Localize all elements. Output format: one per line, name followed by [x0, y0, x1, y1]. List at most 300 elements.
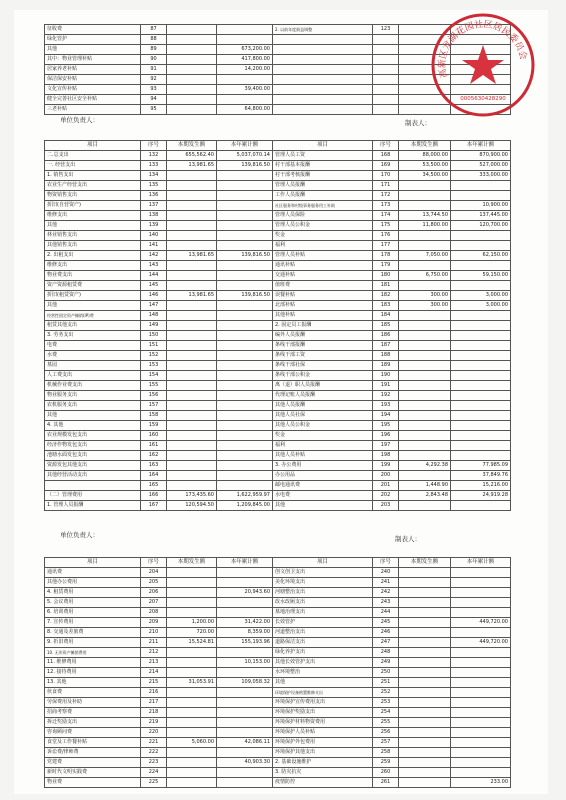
- table-cell: [167, 301, 217, 311]
- footer-left-mid: 单位负责人：: [60, 531, 99, 539]
- table-cell: 190: [373, 371, 399, 381]
- table-cell: [373, 45, 399, 55]
- table-cell: 11. 维修费用: [45, 658, 141, 668]
- table-cell: 139,816.50: [217, 251, 273, 261]
- table-cell: 其他人员报酬: [273, 401, 373, 411]
- table-row: [45, 608, 511, 618]
- table-row: [45, 768, 511, 778]
- table-cell: 经济作物发包支出: [45, 441, 141, 451]
- table-cell: [399, 758, 451, 768]
- table-cell: 137: [141, 201, 167, 211]
- table-header-row: [45, 141, 511, 151]
- table-row: [45, 728, 511, 738]
- table-row: [45, 411, 511, 421]
- table-cell: 北部补贴: [273, 301, 373, 311]
- table-cell: [217, 25, 273, 35]
- seal-code: 0005630428290: [460, 96, 506, 102]
- table-cell: 123: [373, 25, 399, 35]
- table-cell: 资源发包其他支出: [45, 461, 141, 471]
- table-cell: 其他: [45, 45, 141, 55]
- table-row: [45, 241, 511, 251]
- table-cell: 15,524.81: [167, 638, 217, 648]
- table-row: [45, 628, 511, 638]
- table-cell: 7. 宣传费用: [45, 618, 141, 628]
- table-cell: 132: [141, 151, 167, 161]
- table-cell: [167, 568, 217, 578]
- table-cell: [451, 361, 511, 371]
- table-cell: [399, 441, 451, 451]
- table-cell: [217, 231, 273, 241]
- table-cell: 13,981.65: [167, 161, 217, 171]
- table-cell: 300.00: [399, 301, 451, 311]
- table-cell: 720.00: [167, 628, 217, 638]
- table-cell: [399, 471, 451, 481]
- table-cell: [217, 608, 273, 618]
- table-cell: [45, 481, 141, 491]
- table-cell: 11,800.00: [399, 221, 451, 231]
- table-cell: [217, 461, 273, 471]
- table-cell: 资产资源租赁费: [45, 281, 141, 291]
- table-cell: 173,435.60: [167, 491, 217, 501]
- table-cell: 5. 会议费用: [45, 598, 141, 608]
- table-row: [45, 421, 511, 431]
- table-cell: 204: [141, 568, 167, 578]
- table-cell: 152: [141, 351, 167, 361]
- table-cell: 92: [141, 75, 167, 85]
- table-cell: 31,422.00: [217, 618, 273, 628]
- table-cell: 美化环境支出: [273, 578, 373, 588]
- table-cell: 其他经营活动支出: [45, 471, 141, 481]
- table-cell: [373, 35, 399, 45]
- table-row: [45, 291, 511, 301]
- table-cell: 77,985.09: [451, 461, 511, 471]
- table-cell: [217, 211, 273, 221]
- table-cell: [399, 341, 451, 351]
- table-cell: [217, 95, 273, 105]
- table-cell: [399, 638, 451, 648]
- table-cell: [217, 391, 273, 401]
- table-row: [45, 718, 511, 728]
- table-cell: [217, 451, 273, 461]
- table-cell: 160: [141, 431, 167, 441]
- table-cell: [451, 568, 511, 578]
- table-cell: [451, 768, 511, 778]
- table-cell: [451, 181, 511, 191]
- table-cell: 2. 固定员工报酬: [273, 321, 373, 331]
- table-cell: 59,150.00: [451, 271, 511, 281]
- table-cell: 本期发生额: [399, 141, 451, 151]
- table-cell: [399, 708, 451, 718]
- table-cell: 5,037,070.14: [217, 151, 273, 161]
- table-cell: 农业规模发包支出: [45, 431, 141, 441]
- table-cell: [399, 628, 451, 638]
- table-header-row: [45, 558, 511, 568]
- table-cell: 210: [141, 628, 167, 638]
- table-cell: 环境保护材料物资费用: [273, 718, 373, 728]
- table-cell: 135: [141, 181, 167, 191]
- table-cell: 人工费支出: [45, 371, 141, 381]
- table-row: [45, 688, 511, 698]
- table-cell: [167, 371, 217, 381]
- table-cell: [167, 768, 217, 778]
- table-cell: 改水改厕支出: [273, 598, 373, 608]
- table-cell: [399, 261, 451, 271]
- table-cell: 176: [373, 231, 399, 241]
- table-cell: 224: [141, 768, 167, 778]
- table-cell: 257: [373, 738, 399, 748]
- table-cell: 139,816.50: [217, 291, 273, 301]
- table-cell: 259: [373, 758, 399, 768]
- table-cell: 绿化养护支出: [273, 648, 373, 658]
- table-cell: 社区服务和村级事务服务用工补助: [273, 201, 373, 211]
- table-cell: [451, 578, 511, 588]
- table-cell: [167, 85, 217, 95]
- table-cell: [399, 688, 451, 698]
- table-row: [45, 598, 511, 608]
- table-cell: 本年累计额: [451, 141, 511, 151]
- table-cell: 环境保护外包费用: [273, 738, 373, 748]
- table-cell: [399, 431, 451, 441]
- table-row: [45, 281, 511, 291]
- table-cell: 电费: [45, 341, 141, 351]
- table-row: [45, 171, 511, 181]
- table-cell: 管理人员工资: [273, 151, 373, 161]
- table-cell: [167, 191, 217, 201]
- table-cell: 管理人员报酬: [273, 181, 373, 191]
- table-cell: [399, 361, 451, 371]
- table-cell: 管理人员补贴: [273, 251, 373, 261]
- table-cell: 164: [141, 471, 167, 481]
- table-cell: [451, 658, 511, 668]
- table-cell: 物资销售支出: [45, 191, 141, 201]
- table-cell: 245: [373, 618, 399, 628]
- table-cell: 193: [373, 401, 399, 411]
- table-cell: [373, 55, 399, 65]
- table-cell: [167, 181, 217, 191]
- table-row: [45, 451, 511, 461]
- table-cell: 133: [141, 161, 167, 171]
- table-cell: 村干部考核报酬: [273, 171, 373, 181]
- table-cell: 170: [373, 171, 399, 181]
- table-row: [45, 251, 511, 261]
- table-cell: [399, 451, 451, 461]
- table-cell: [273, 65, 373, 75]
- table-cell: 其他补贴: [273, 311, 373, 321]
- table-cell: 3,000.00: [451, 291, 511, 301]
- table-cell: 186: [373, 331, 399, 341]
- table-cell: 177: [373, 241, 399, 251]
- table-cell: 181: [373, 281, 399, 291]
- table-cell: [451, 241, 511, 251]
- table-cell: 225: [141, 778, 167, 788]
- table-cell: 166: [141, 491, 167, 501]
- table-cell: [399, 201, 451, 211]
- table-cell: 149: [141, 321, 167, 331]
- table-cell: 143: [141, 261, 167, 271]
- table-cell: 本年累计额: [451, 558, 511, 568]
- table-cell: [399, 381, 451, 391]
- table-cell: [167, 55, 217, 65]
- table-row: [45, 261, 511, 271]
- table-cell: [451, 628, 511, 638]
- table-cell: [399, 321, 451, 331]
- table-cell: 水费: [45, 351, 141, 361]
- table-cell: [399, 738, 451, 748]
- table-cell: 邮电通讯费: [273, 481, 373, 491]
- table-cell: 215: [141, 678, 167, 688]
- footer-right-mid: 制表人：: [395, 535, 421, 543]
- table-cell: 449,720.00: [451, 618, 511, 628]
- table-cell: [273, 85, 373, 95]
- official-seal-stamp: [428, 10, 538, 120]
- table-cell: 其他: [273, 501, 373, 511]
- table-cell: 199: [373, 461, 399, 471]
- table-cell: 300.00: [399, 291, 451, 301]
- table-cell: 144: [141, 271, 167, 281]
- table-cell: 1. 销售支出: [45, 171, 141, 181]
- table-cell: 15,216.00: [451, 481, 511, 491]
- table-cell: [399, 678, 451, 688]
- table-cell: 134: [141, 171, 167, 181]
- table-cell: 655,562.40: [167, 151, 217, 161]
- table-cell: 417,800.00: [217, 55, 273, 65]
- table-cell: 206: [141, 588, 167, 598]
- table-cell: 254: [373, 708, 399, 718]
- table-cell: 其他人员公积金: [273, 421, 373, 431]
- table-cell: [399, 241, 451, 251]
- table-cell: 物业费支出: [45, 271, 141, 281]
- table-cell: [167, 421, 217, 431]
- table-cell: 175: [373, 221, 399, 231]
- table-cell: [273, 95, 373, 105]
- table-cell: [451, 381, 511, 391]
- table-cell: [167, 708, 217, 718]
- table-cell: 维修支出: [45, 211, 141, 221]
- table-cell: 208: [141, 608, 167, 618]
- table-cell: 223: [141, 758, 167, 768]
- table-cell: 林业销售支出: [45, 231, 141, 241]
- table-cell: [451, 698, 511, 708]
- table-cell: [167, 578, 217, 588]
- table-cell: 租赁其他支出: [45, 321, 141, 331]
- table-cell: [217, 75, 273, 85]
- table-cell: [167, 658, 217, 668]
- table-cell: 池塘水面发包支出: [45, 451, 141, 461]
- table-row: [45, 311, 511, 321]
- table-cell: [217, 578, 273, 588]
- table-cell: 222: [141, 748, 167, 758]
- table-cell: [399, 618, 451, 628]
- table-cell: [451, 411, 511, 421]
- table-cell: 1,622,959.97: [217, 491, 273, 501]
- table-cell: 13,744.50: [399, 211, 451, 221]
- table-cell: [217, 568, 273, 578]
- table-cell: [451, 748, 511, 758]
- table-cell: 214: [141, 668, 167, 678]
- table-cell: 项目: [45, 558, 141, 568]
- table-cell: 其他: [45, 221, 141, 231]
- table-cell: [167, 648, 217, 658]
- table-cell: [217, 668, 273, 678]
- table-cell: [167, 471, 217, 481]
- footer-right-top: 制表人：: [405, 119, 431, 127]
- table-cell: 交通补贴: [273, 271, 373, 281]
- table-cell: 256: [373, 728, 399, 738]
- table-cell: [451, 441, 511, 451]
- table-cell: 145: [141, 281, 167, 291]
- table-cell: [451, 311, 511, 321]
- table-cell: [167, 361, 217, 371]
- table-cell: 34,500.00: [399, 171, 451, 181]
- table-cell: [167, 391, 217, 401]
- table-row: [45, 271, 511, 281]
- table-cell: 墓园: [45, 361, 141, 371]
- table-cell: 159: [141, 421, 167, 431]
- table-cell: 203: [373, 501, 399, 511]
- table-row: [45, 648, 511, 658]
- table-cell: [451, 758, 511, 768]
- table-cell: 31,053.91: [167, 678, 217, 688]
- table-cell: 137,445.00: [451, 211, 511, 221]
- table-cell: 诉讼费/律师费: [45, 748, 141, 758]
- table-cell: 墓地治理支出: [273, 608, 373, 618]
- table-cell: [167, 45, 217, 55]
- table-row: [45, 221, 511, 231]
- table-cell: 42,086.11: [217, 738, 273, 748]
- table-cell: 环境保护奖励支出: [273, 708, 373, 718]
- table-cell: 157: [141, 401, 167, 411]
- table-cell: 247: [373, 638, 399, 648]
- table-cell: [217, 341, 273, 351]
- table-cell: 其他销售支出: [45, 241, 141, 251]
- table-cell: 其中：物业管理补贴: [45, 55, 141, 65]
- table-cell: [217, 321, 273, 331]
- table-cell: [273, 45, 373, 55]
- table-cell: 261: [373, 778, 399, 788]
- table-cell: 绿化管护: [45, 35, 141, 45]
- table-cell: 198: [373, 451, 399, 461]
- table-cell: [167, 341, 217, 351]
- table-cell: 奖金: [273, 431, 373, 441]
- table-cell: 其他长效管护支出: [273, 658, 373, 668]
- table-cell: 疫情防控: [273, 778, 373, 788]
- table-cell: 870,900.00: [451, 151, 511, 161]
- table-cell: 2. 出租支出: [45, 251, 141, 261]
- table-cell: 178: [373, 251, 399, 261]
- table-cell: 项目: [273, 141, 373, 151]
- table-cell: 3. 办公费用: [273, 461, 373, 471]
- table-cell: [167, 331, 217, 341]
- table-row: [45, 401, 511, 411]
- table-row: [45, 191, 511, 201]
- table-cell: 93: [141, 85, 167, 95]
- table-cell: 机械作业费支出: [45, 381, 141, 391]
- table-cell: [167, 105, 217, 115]
- table-cell: 序号: [373, 558, 399, 568]
- table-cell: [167, 411, 217, 421]
- table-cell: [399, 668, 451, 678]
- table-cell: 环境保护其他支出: [273, 748, 373, 758]
- table-cell: 本期发生额: [167, 558, 217, 568]
- table-cell: 165: [141, 481, 167, 491]
- table-cell: 197: [373, 441, 399, 451]
- table-cell: 创文创卫支出: [273, 568, 373, 578]
- table-cell: [399, 501, 451, 511]
- table-cell: [167, 75, 217, 85]
- table-cell: 217: [141, 698, 167, 708]
- table-cell: [217, 648, 273, 658]
- table-cell: 147: [141, 301, 167, 311]
- table-cell: 13. 其他: [45, 678, 141, 688]
- table-cell: [399, 768, 451, 778]
- table-cell: 180: [373, 271, 399, 281]
- table-row: [45, 351, 511, 361]
- table-row: [45, 461, 511, 471]
- table-cell: 233.00: [451, 778, 511, 788]
- table-cell: 环境保护宣传费用支出: [273, 698, 373, 708]
- table-row: [45, 441, 511, 451]
- table-cell: 福利: [273, 241, 373, 251]
- table-cell: 195: [373, 421, 399, 431]
- table-cell: 209: [141, 618, 167, 628]
- table-cell: [167, 271, 217, 281]
- table-cell: 农机服务支出: [45, 401, 141, 411]
- table-cell: 3,000.00: [451, 301, 511, 311]
- table-cell: [399, 411, 451, 421]
- table-cell: 4,292.38: [399, 461, 451, 471]
- table-row: [45, 708, 511, 718]
- table-cell: 161: [141, 441, 167, 451]
- table-cell: 本期发生额: [167, 141, 217, 151]
- table-cell: 项目: [273, 558, 373, 568]
- table-cell: [167, 748, 217, 758]
- table-cell: [167, 25, 217, 35]
- table-cell: [167, 231, 217, 241]
- table-cell: 居家养老补贴: [45, 65, 141, 75]
- table-cell: 202: [373, 491, 399, 501]
- table-cell: 13,981.65: [167, 291, 217, 301]
- table-cell: 项目: [45, 141, 141, 151]
- table-cell: [167, 321, 217, 331]
- table-cell: [167, 758, 217, 768]
- table-cell: [217, 381, 273, 391]
- table-cell: 6,750.00: [399, 271, 451, 281]
- table-cell: 154: [141, 371, 167, 381]
- table-cell: 村干部基本报酬: [273, 161, 373, 171]
- table-cell: [167, 728, 217, 738]
- table-cell: [399, 578, 451, 588]
- table-cell: 185: [373, 321, 399, 331]
- table-cell: 94: [141, 95, 167, 105]
- table-cell: [217, 271, 273, 281]
- table-cell: 120,594.50: [167, 501, 217, 511]
- table-cell: 39,400.00: [217, 85, 273, 95]
- table-cell: [167, 778, 217, 788]
- table-cell: [217, 191, 273, 201]
- table-cell: [167, 718, 217, 728]
- table-row: [45, 778, 511, 788]
- table-row: [45, 211, 511, 221]
- table-cell: [217, 718, 273, 728]
- table-row: [45, 748, 511, 758]
- table-cell: [217, 35, 273, 45]
- table-cell: 党建费: [45, 758, 141, 768]
- table-cell: 205: [141, 578, 167, 588]
- table-cell: [451, 738, 511, 748]
- table-cell: [217, 221, 273, 231]
- table-cell: 527,000.00: [451, 161, 511, 171]
- table-cell: [399, 698, 451, 708]
